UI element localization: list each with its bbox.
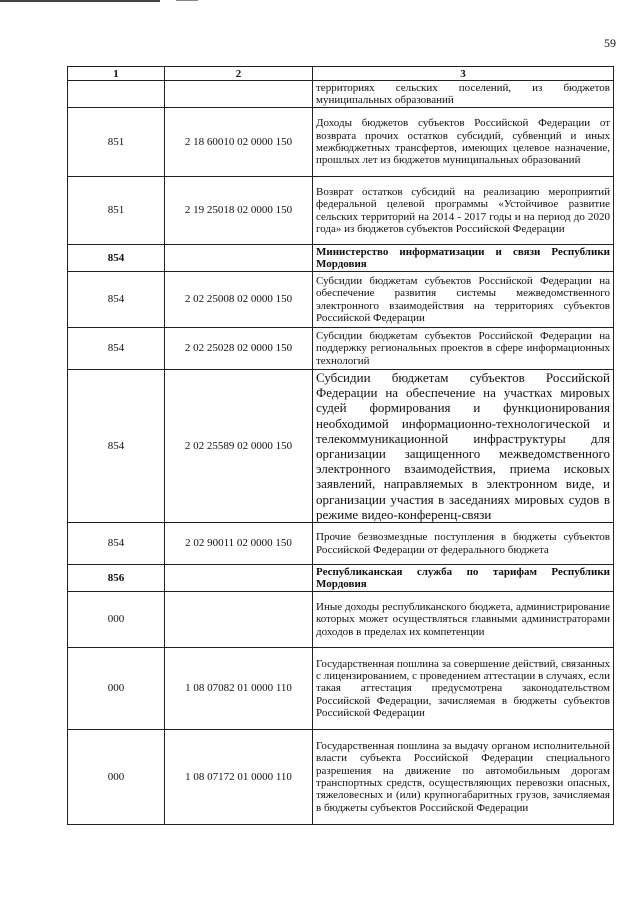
revenue-code-cell: 1 08 07082 01 0000 110 xyxy=(165,648,313,730)
revenue-code-cell xyxy=(165,245,313,272)
admin-code-cell: 854 xyxy=(68,245,165,272)
revenue-code-cell xyxy=(165,565,313,592)
table-row-section-header xyxy=(68,245,614,272)
table-row xyxy=(68,177,614,245)
admin-code-cell: 000 xyxy=(68,648,165,730)
table-row xyxy=(68,272,614,328)
table-row xyxy=(68,108,614,177)
description-cell: Прочие безвозмездные поступления в бюджеты субъектов Российской Федерации от федерального бюджета xyxy=(313,523,614,565)
description-cell: Государственная пошлина за выдачу органом исполнительной власти субъекта Российской Федерации специального разрешения на движение по автомобильным дорогам транспортных средств, осуществляющих перевозки опасных, тяжеловесных и (или) крупногабаритных грузов, зачисляемая в бюджеты субъектов Российской Федерации xyxy=(313,730,614,825)
description-cell: территориях сельских поселений, из бюджетов муниципальных образований xyxy=(313,81,614,108)
column-header-code: 2 xyxy=(165,67,313,81)
admin-code-cell: 854 xyxy=(68,523,165,565)
description-cell: Доходы бюджетов субъектов Российской Федерации от возврата прочих остатков субсидий, субвенций и иных межбюджетных трансфертов, имеющих целевое назначение, прошлых лет из бюджетов муниципальных образований xyxy=(313,108,614,177)
table-header-row xyxy=(68,67,614,81)
section-title-cell: Республиканская служба по тарифам Республики Мордовия xyxy=(313,565,614,592)
column-header-admin: 1 xyxy=(68,67,165,81)
revenue-code-cell: 2 02 25589 02 0000 150 xyxy=(165,370,313,523)
table-row xyxy=(68,523,614,565)
description-cell: Возврат остатков субсидий на реализацию мероприятий федеральной целевой программы «Устойчивое развитие сельских территорий на 2014 - 2017 годы и на период до 2020 года» из бюджетов субъектов Российской Федерации xyxy=(313,177,614,245)
scan-edge-mark xyxy=(176,0,198,1)
description-cell: Субсидии бюджетам субъектов Российской Федерации на поддержку региональных проектов в сфере информационных технологий xyxy=(313,328,614,370)
revenue-code-cell: 2 02 25008 02 0000 150 xyxy=(165,272,313,328)
admin-code-cell: 856 xyxy=(68,565,165,592)
table-row xyxy=(68,648,614,730)
description-cell: Субсидии бюджетам субъектов Российской Федерации на обеспечение на участках мировых судей формирования и функционирования необходимой информационно-технологической и телекоммуникационной инфраструктуры для организации защищенного межведомственного электронного взаимодействия, приема исковых заявлений, направляемых в электронном виде, и организации участия в заседаниях мировых судов в режиме видео-конференц-связи xyxy=(313,370,614,523)
admin-code-cell xyxy=(68,81,165,108)
page-number: 59 xyxy=(604,36,616,50)
table-row xyxy=(68,592,614,648)
revenue-code-cell xyxy=(165,81,313,108)
table-row xyxy=(68,370,614,523)
revenue-code-cell xyxy=(165,592,313,648)
table-row xyxy=(68,81,614,108)
revenue-code-cell: 2 18 60010 02 0000 150 xyxy=(165,108,313,177)
table-row-section-header xyxy=(68,565,614,592)
admin-code-cell: 854 xyxy=(68,328,165,370)
description-cell: Государственная пошлина за совершение действий, связанных с лицензированием, с проведением аттестации в случаях, если такая аттестация предусмотрена законодательством Российской Федерации, зачисляемая в бюджеты субъектов Российской Федерации xyxy=(313,648,614,730)
description-cell: Иные доходы республиканского бюджета, администрирование которых может осуществляться главными администраторами доходов в пределах их компетенции xyxy=(313,592,614,648)
admin-code-cell: 000 xyxy=(68,592,165,648)
revenue-code-cell: 1 08 07172 01 0000 110 xyxy=(165,730,313,825)
admin-code-cell: 000 xyxy=(68,730,165,825)
revenue-code-cell: 2 19 25018 02 0000 150 xyxy=(165,177,313,245)
budget-table xyxy=(67,66,614,825)
admin-code-cell: 854 xyxy=(68,370,165,523)
column-header-description: 3 xyxy=(313,67,614,81)
section-title-cell: Министерство информатизации и связи Республики Мордовия xyxy=(313,245,614,272)
scan-edge-rule xyxy=(0,0,160,2)
admin-code-cell: 851 xyxy=(68,177,165,245)
table-row xyxy=(68,730,614,825)
revenue-code-cell: 2 02 90011 02 0000 150 xyxy=(165,523,313,565)
table-row xyxy=(68,328,614,370)
description-cell: Субсидии бюджетам субъектов Российской Федерации на обеспечение развития системы межведомственного электронного взаимодействия на территориях субъектов Российской Федерации xyxy=(313,272,614,328)
revenue-code-cell: 2 02 25028 02 0000 150 xyxy=(165,328,313,370)
admin-code-cell: 854 xyxy=(68,272,165,328)
admin-code-cell: 851 xyxy=(68,108,165,177)
